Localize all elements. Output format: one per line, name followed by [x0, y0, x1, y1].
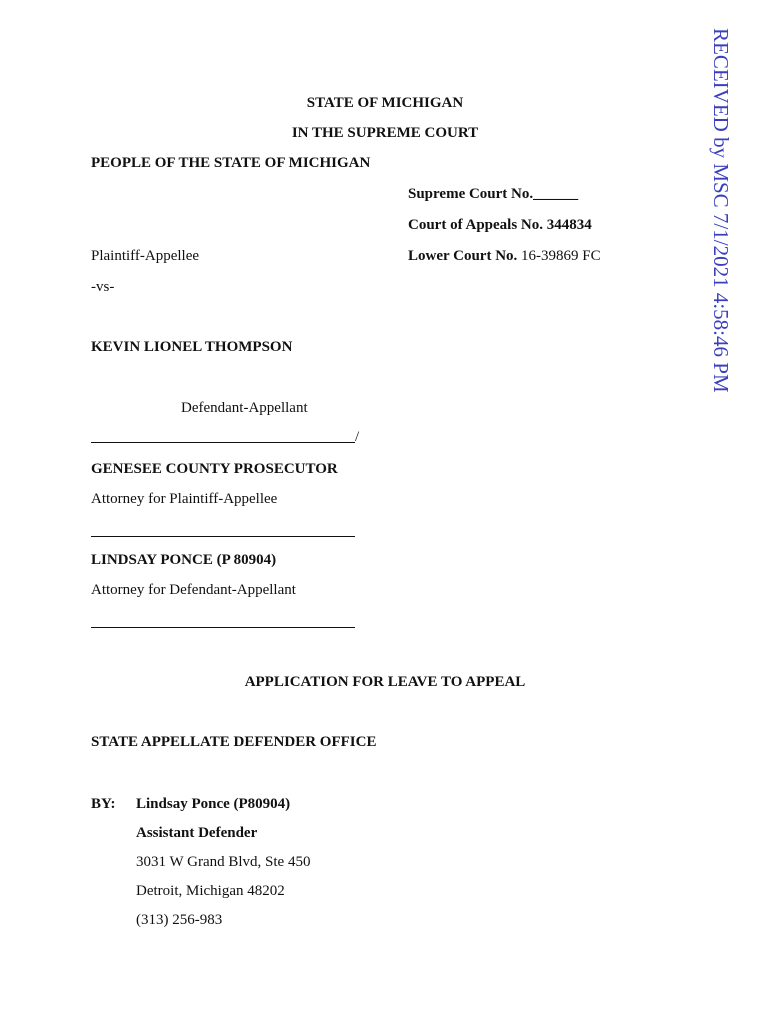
supreme-court-number: [408, 185, 578, 203]
lower-court-value: 16-39869 FC: [517, 248, 601, 264]
defendant-name: KEVIN LIONEL THOMPSON: [91, 339, 293, 355]
signature-by-label: BY:: [91, 796, 116, 812]
plaintiff-name: PEOPLE OF THE STATE OF MICHIGAN: [91, 155, 371, 171]
prosecutor-rule: [91, 536, 355, 537]
caption-slash: /: [355, 429, 360, 445]
state-heading: STATE OF MICHIGAN: [306, 95, 464, 111]
plaintiff-role: Plaintiff-Appellee: [91, 248, 200, 264]
defendant-role: Defendant-Appellant: [181, 400, 308, 416]
signature-name: Lindsay Ponce (P80904): [136, 796, 291, 812]
signature-address-line2: Detroit, Michigan 48202: [136, 883, 285, 899]
defense-rule: [91, 627, 355, 628]
supreme-court-blank: ______: [533, 186, 579, 202]
lower-court-number: [408, 247, 601, 265]
signature-address-line1: 3031 W Grand Blvd, Ste 450: [136, 854, 311, 870]
supreme-court-label: Supreme Court No.: [408, 186, 534, 202]
office-name: STATE APPELLATE DEFENDER OFFICE: [91, 734, 377, 750]
prosecutor-role: Attorney for Plaintiff-Appellee: [91, 491, 278, 507]
caption-rule: [91, 442, 355, 443]
court-of-appeals-number: Court of Appeals No. 344834: [408, 217, 592, 233]
defense-attorney-role: Attorney for Defendant-Appellant: [91, 582, 296, 598]
court-heading: IN THE SUPREME COURT: [291, 125, 479, 141]
signature-phone: (313) 256-983: [136, 912, 223, 928]
signature-position: Assistant Defender: [136, 825, 258, 841]
lower-court-label: Lower Court No.: [408, 248, 518, 264]
prosecutor-name: GENESEE COUNTY PROSECUTOR: [91, 461, 338, 477]
document-title: APPLICATION FOR LEAVE TO APPEAL: [244, 674, 526, 690]
received-stamp: RECEIVED by MSC 7/1/2021 4:58:46 PM: [709, 28, 733, 393]
versus: -vs-: [91, 279, 115, 295]
defense-attorney-name: LINDSAY PONCE (P 80904): [91, 552, 277, 568]
